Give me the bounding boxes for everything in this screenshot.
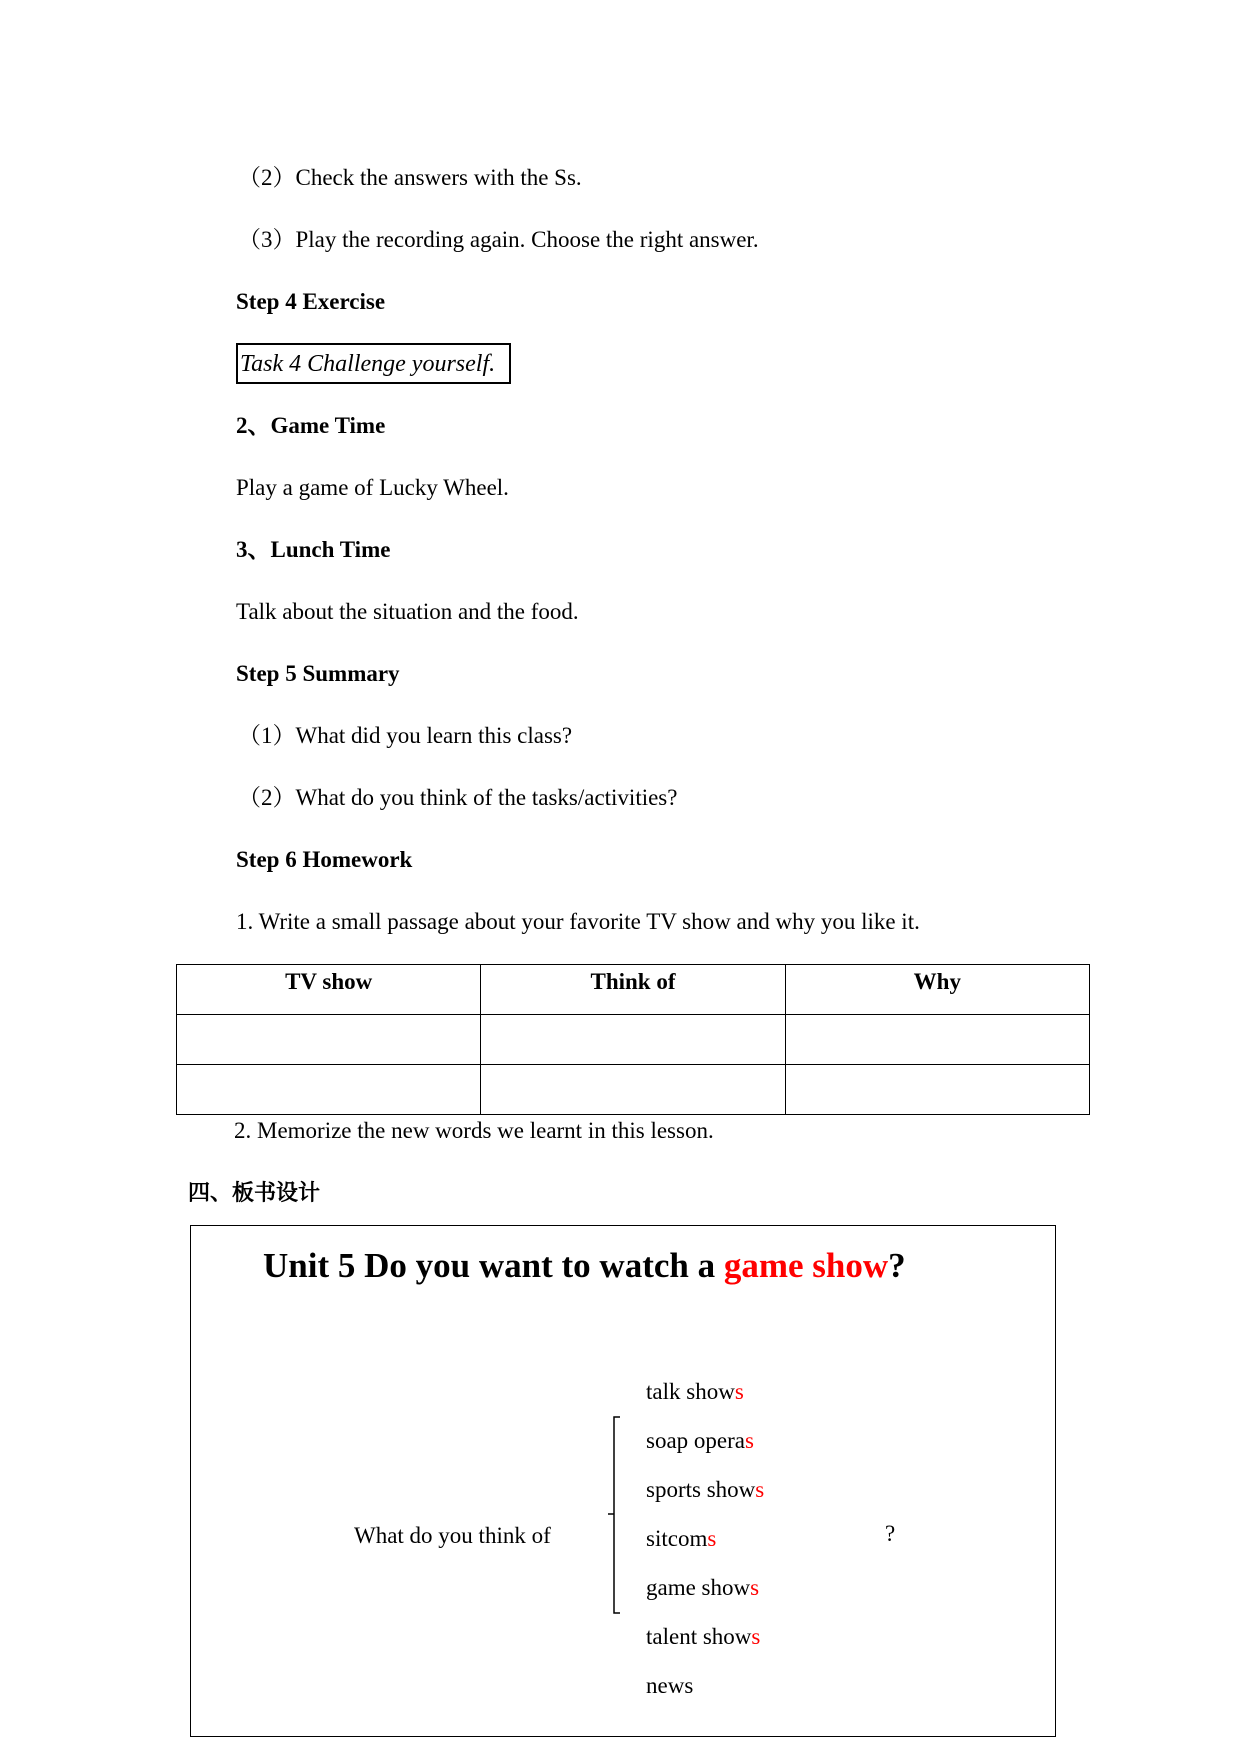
homework-table (176, 964, 1090, 1115)
board-tv-show-item (646, 1378, 744, 1406)
step5-heading: Step 5 Summary (236, 661, 400, 686)
board-item-plural-suffix: s (734, 1379, 744, 1404)
board-tv-show-item (646, 1525, 716, 1553)
table-header-tv-show: TV show (177, 965, 481, 1015)
board-title-suffix: ? (888, 1246, 906, 1285)
board-title (263, 1246, 906, 1286)
board-item-plural-suffix: s (750, 1575, 760, 1600)
summary-question-1: （1）What did you learn this class? (238, 723, 573, 748)
table-cell (177, 1065, 481, 1115)
board-item-plural-suffix: s (751, 1624, 761, 1649)
homework-item-1: 1. Write a small passage about your favorite TV show and why you like it. (236, 909, 920, 934)
board-item-stem: game show (646, 1575, 751, 1600)
lunch-time-heading: 3、Lunch Time (236, 537, 391, 562)
table-cell (785, 1065, 1089, 1115)
board-question-mark: ? (885, 1521, 896, 1546)
game-time-text: Play a game of Lucky Wheel. (236, 475, 509, 500)
table-cell (785, 1015, 1089, 1065)
board-item-plural-suffix: s (755, 1477, 765, 1502)
board-title-prefix: Unit 5 Do you want to watch a (263, 1246, 724, 1285)
board-tv-show-item (646, 1427, 754, 1455)
board-item-stem: sitcom (646, 1526, 708, 1551)
step3-item-check-answers: （2）Check the answers with the Ss. (238, 165, 582, 190)
board-question-prefix: What do you think of (354, 1523, 551, 1548)
table-header-think-of: Think of (481, 965, 785, 1015)
board-item-stem: talk show (646, 1379, 735, 1404)
board-item-stem: sports show (646, 1477, 756, 1502)
table-row (177, 1015, 1090, 1065)
task4-box: Task 4 Challenge yourself. (236, 343, 511, 384)
table-cell (481, 1015, 785, 1065)
board-tv-show-item (646, 1574, 759, 1602)
board-item-stem: talent show (646, 1624, 752, 1649)
board-tv-show-item (646, 1476, 764, 1504)
game-time-heading: 2、Game Time (236, 413, 386, 438)
blackboard-design-box (190, 1225, 1056, 1737)
table-row (177, 1065, 1090, 1115)
board-item-plural-suffix: s (707, 1526, 717, 1551)
step4-heading: Step 4 Exercise (236, 289, 386, 314)
board-tv-show-item (646, 1623, 760, 1651)
board-section-heading: 四、板书设计 (188, 1181, 321, 1206)
board-item-plural-suffix: s (745, 1428, 754, 1453)
bracket-icon (606, 1416, 636, 1616)
board-item-stem: news (646, 1673, 694, 1698)
table-header-row (177, 965, 1090, 1015)
summary-question-2: （2）What do you think of the tasks/activities? (238, 785, 678, 810)
lunch-time-text: Talk about the situation and the food. (236, 599, 579, 624)
step3-item-play-recording: （3）Play the recording again. Choose the right answer. (238, 227, 759, 252)
table-header-why: Why (785, 965, 1089, 1015)
board-title-highlight: game show (723, 1246, 889, 1285)
table-cell (177, 1015, 481, 1065)
step6-heading: Step 6 Homework (236, 847, 413, 872)
homework-item-2: 2. Memorize the new words we learnt in this lesson. (234, 1118, 714, 1143)
table-cell (481, 1065, 785, 1115)
board-tv-show-item (646, 1672, 693, 1700)
board-item-stem: soap opera (646, 1428, 745, 1453)
